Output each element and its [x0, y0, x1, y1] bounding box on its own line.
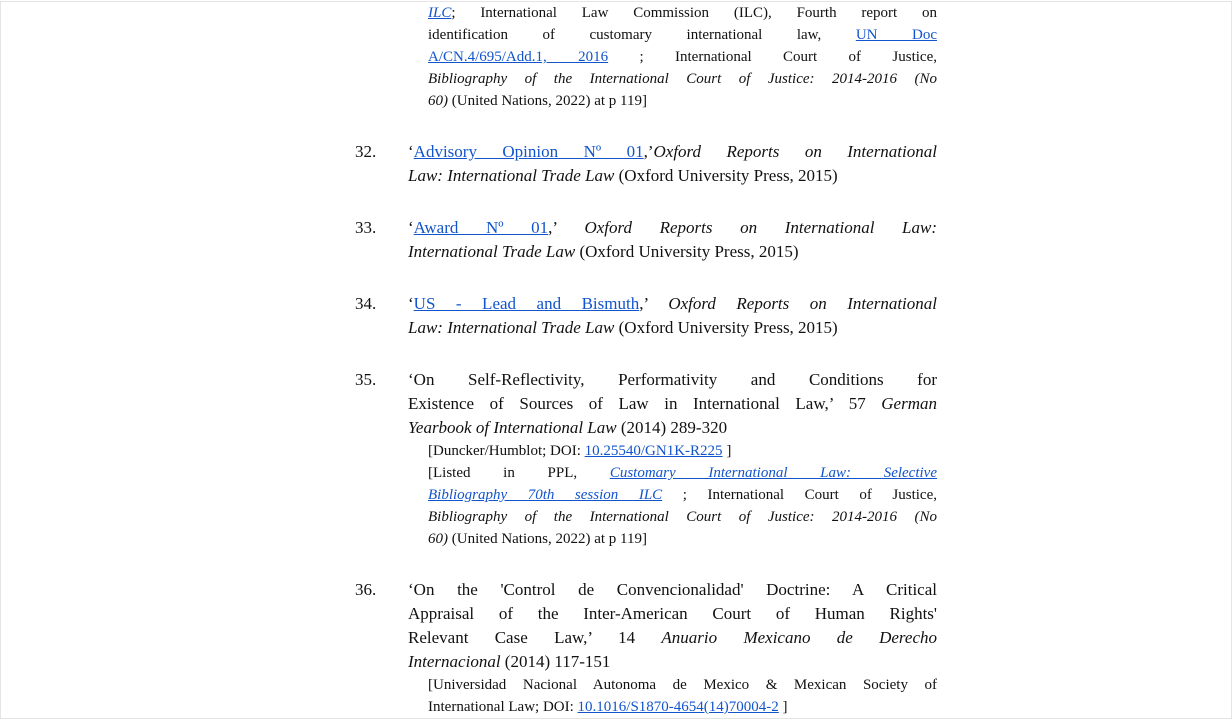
- text-line: [408, 140, 937, 164]
- entry-31-continuation-note: [428, 2, 937, 112]
- text-segment: [Listed in PPL,: [428, 465, 610, 481]
- hyperlink[interactable]: ILC: [428, 5, 452, 21]
- entry-note: [428, 440, 937, 462]
- text-segment: Oxford Reports on International: [653, 142, 937, 161]
- hyperlink[interactable]: A/CN.4/695/Add.1, 2016: [428, 49, 609, 65]
- entry-paragraph: [408, 292, 937, 340]
- text-line: [428, 528, 937, 550]
- text-line: [428, 68, 937, 90]
- hyperlink[interactable]: UN Doc: [855, 27, 937, 43]
- entry-body: [408, 140, 937, 188]
- text-segment: Law: International Trade Law: [408, 166, 615, 185]
- hyperlink[interactable]: US - Lead and Bismuth: [413, 294, 640, 313]
- entry-paragraph: [408, 368, 937, 440]
- text-segment: ‘On Self-Reflectivity, Performativity and Conditions for: [408, 370, 937, 389]
- text-line: [408, 650, 937, 674]
- text-segment: Appraisal of the Inter-American Court of Human Rights': [408, 604, 937, 623]
- text-line: [428, 90, 937, 112]
- bibliography-entry-36: [355, 578, 937, 718]
- entry-paragraph: [408, 578, 937, 674]
- text-line: [428, 2, 937, 24]
- text-line: [428, 24, 937, 46]
- entry-body: [408, 216, 937, 264]
- bibliography-entry-34: [355, 292, 937, 340]
- text-segment: ‘: [408, 218, 414, 237]
- text-line: [408, 392, 937, 416]
- entry-note: [428, 674, 937, 718]
- text-line: [428, 46, 937, 68]
- text-line: [408, 602, 937, 626]
- text-segment: (United Nations, 2022) at p 119]: [448, 531, 647, 547]
- text-line: [408, 292, 937, 316]
- text-segment: identification of customary international law,: [428, 27, 856, 43]
- text-segment: (2014) 117-151: [500, 652, 611, 671]
- text-segment: ; International Law Commission (ILC), Fourth report on: [451, 5, 937, 21]
- text-segment: International Trade Law: [408, 242, 576, 261]
- hyperlink[interactable]: Advisory Opinion Nº 01: [413, 142, 644, 161]
- text-segment: [Duncker/Humblot; DOI:: [428, 443, 585, 459]
- entry-body: [408, 292, 937, 340]
- text-segment: Bibliography of the International Court of Justice: 2014-2016 (No: [428, 509, 937, 525]
- text-segment: ,’: [643, 142, 654, 161]
- entry-paragraph: [408, 140, 937, 188]
- text-segment: [Universidad Nacional Autonoma de Mexico & Mexican Society of: [428, 677, 937, 693]
- text-segment: ]: [722, 443, 732, 459]
- text-segment: Internacional: [408, 652, 501, 671]
- entry-body: [408, 368, 937, 550]
- text-segment: International Law; DOI:: [428, 699, 578, 715]
- text-line: [408, 240, 937, 264]
- hyperlink[interactable]: 10.25540/GN1K-R225: [584, 443, 723, 459]
- text-segment: ; International Court of Justice,: [608, 49, 937, 65]
- entry-number: 35.: [355, 370, 377, 389]
- entry-number: 36.: [355, 580, 377, 599]
- text-line: [408, 316, 937, 340]
- text-segment: Bibliography of the International Court of Justice: 2014-2016 (No: [428, 71, 937, 87]
- text-segment: ‘On the 'Control de Convencionalidad' Doctrine: A Critical: [408, 580, 937, 599]
- text-segment: ]: [778, 699, 788, 715]
- text-segment: German: [881, 394, 937, 413]
- text-segment: (Oxford University Press, 2015): [575, 242, 799, 261]
- text-segment: ,’: [639, 294, 669, 313]
- text-line: [428, 696, 937, 718]
- entry-note: [428, 462, 937, 550]
- text-segment: (United Nations, 2022) at p 119]: [448, 93, 647, 109]
- hyperlink[interactable]: Bibliography 70th session ILC: [428, 487, 663, 503]
- bibliography-entry-32: [355, 140, 937, 188]
- text-line: [408, 216, 937, 240]
- text-segment: (Oxford University Press, 2015): [614, 318, 838, 337]
- text-line: [428, 462, 937, 484]
- text-segment: Existence of Sources of Law in International Law,’ 57: [408, 394, 882, 413]
- text-line: [408, 368, 937, 392]
- text-segment: ,’: [548, 218, 585, 237]
- text-line: [428, 506, 937, 528]
- text-segment: (2014) 289-320: [616, 418, 728, 437]
- hyperlink[interactable]: Customary International Law: Selective: [609, 465, 937, 481]
- text-line: [428, 674, 937, 696]
- entry-number: 34.: [355, 294, 377, 313]
- text-segment: ; International Court of Justice,: [662, 487, 937, 503]
- text-segment: Law: International Trade Law: [408, 318, 615, 337]
- hyperlink[interactable]: 10.1016/S1870-4654(14)70004-2: [577, 699, 779, 715]
- text-line: [408, 164, 937, 188]
- document-page: [355, 2, 937, 718]
- entry-number: 33.: [355, 218, 377, 237]
- text-segment: 60): [428, 93, 448, 109]
- text-line: [408, 626, 937, 650]
- bibliography-entry-35: [355, 368, 937, 550]
- text-line: [428, 440, 937, 462]
- text-line: [428, 484, 937, 506]
- text-segment: Oxford Reports on International: [668, 294, 937, 313]
- text-segment: 60): [428, 531, 448, 547]
- bibliography-entry-33: [355, 216, 937, 264]
- text-segment: (Oxford University Press, 2015): [614, 166, 838, 185]
- text-segment: Anuario Mexicano de Derecho: [661, 628, 938, 647]
- entry-body: [408, 578, 937, 718]
- entry-paragraph: [408, 216, 937, 264]
- text-segment: ‘: [408, 142, 414, 161]
- hyperlink[interactable]: Award Nº 01: [413, 218, 549, 237]
- text-segment: ‘: [408, 294, 414, 313]
- text-segment: Relevant Case Law,’ 14: [408, 628, 662, 647]
- text-line: [408, 578, 937, 602]
- entry-number: 32.: [355, 142, 377, 161]
- text-line: [408, 416, 937, 440]
- text-segment: Yearbook of International Law: [408, 418, 617, 437]
- text-segment: Oxford Reports on International Law:: [584, 218, 937, 237]
